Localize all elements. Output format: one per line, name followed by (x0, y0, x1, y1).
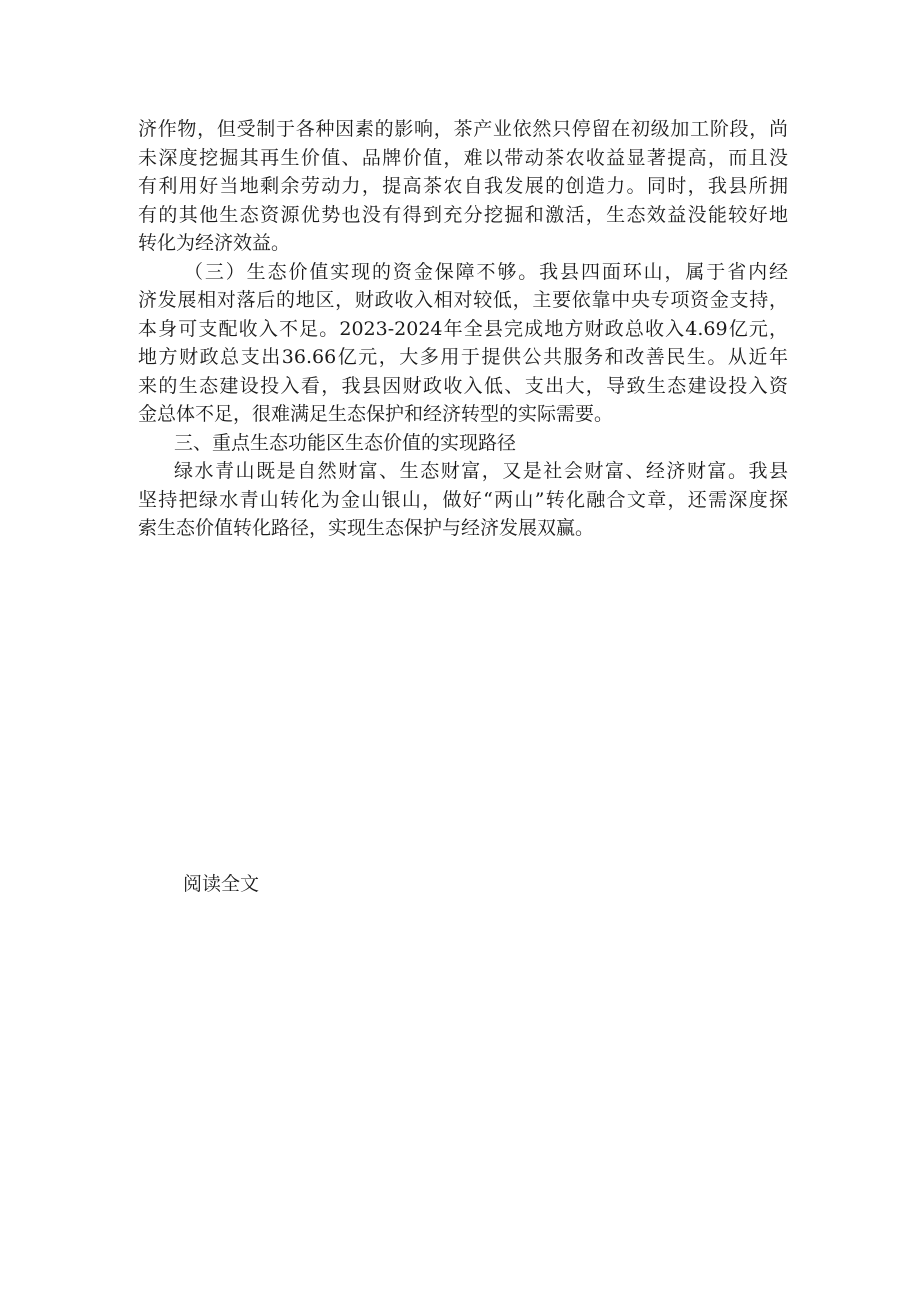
text-line: 绿水青山既是自然财富、生态财富，又是社会财富、经济财富。我县 (174, 460, 788, 482)
read-more-link[interactable]: 阅读全文 (183, 873, 260, 895)
text-line: 本身可支配收入不足。2023-2024年全县完成地方财政总收入4.69亿元， (138, 317, 788, 340)
text-line: 坚持把绿水青山转化为金山银山，做好“两山”转化融合文章，还需深度探 (138, 488, 788, 511)
text-line: 未深度挖掘其再生价值、品牌价值，难以带动茶农收益显著提高，而且没 (138, 146, 788, 169)
text-line: 转化为经济效益。 (138, 232, 291, 254)
section-heading-funding: （三）生态价值实现的资金保障不够。我县四面环山，属于省内经 (184, 260, 788, 283)
text-line: 济发展相对落后的地区，财政收入相对较低，主要依靠中央专项资金支持， (138, 289, 788, 311)
text-line: 有的其他生态资源优势也没有得到充分挖掘和激活，生态效益没能较好地 (138, 203, 788, 226)
text-line: 有利用好当地剩余劳动力，提高茶农自我发展的创造力。同时，我县所拥 (138, 175, 788, 197)
text-line: 来的生态建设投入看，我县因财政收入低、支出大，导致生态建设投入资 (138, 374, 788, 397)
section-heading-paths: 三、重点生态功能区生态价值的实现路径 (174, 431, 517, 454)
text-line: 索生态价值转化路径，实现生态保护与经济发展双赢。 (138, 517, 595, 539)
text-line: 地方财政总支出36.66亿元，大多用于提供公共服务和改善民生。从近年 (138, 346, 788, 368)
document-body (138, 115, 788, 543)
text-line: 金总体不足，很难满足生态保护和经济转型的实际需要。 (138, 403, 614, 425)
text-line: 济作物，但受制于各种因素的影响，茶产业依然只停留在初级加工阶段，尚 (138, 118, 788, 140)
